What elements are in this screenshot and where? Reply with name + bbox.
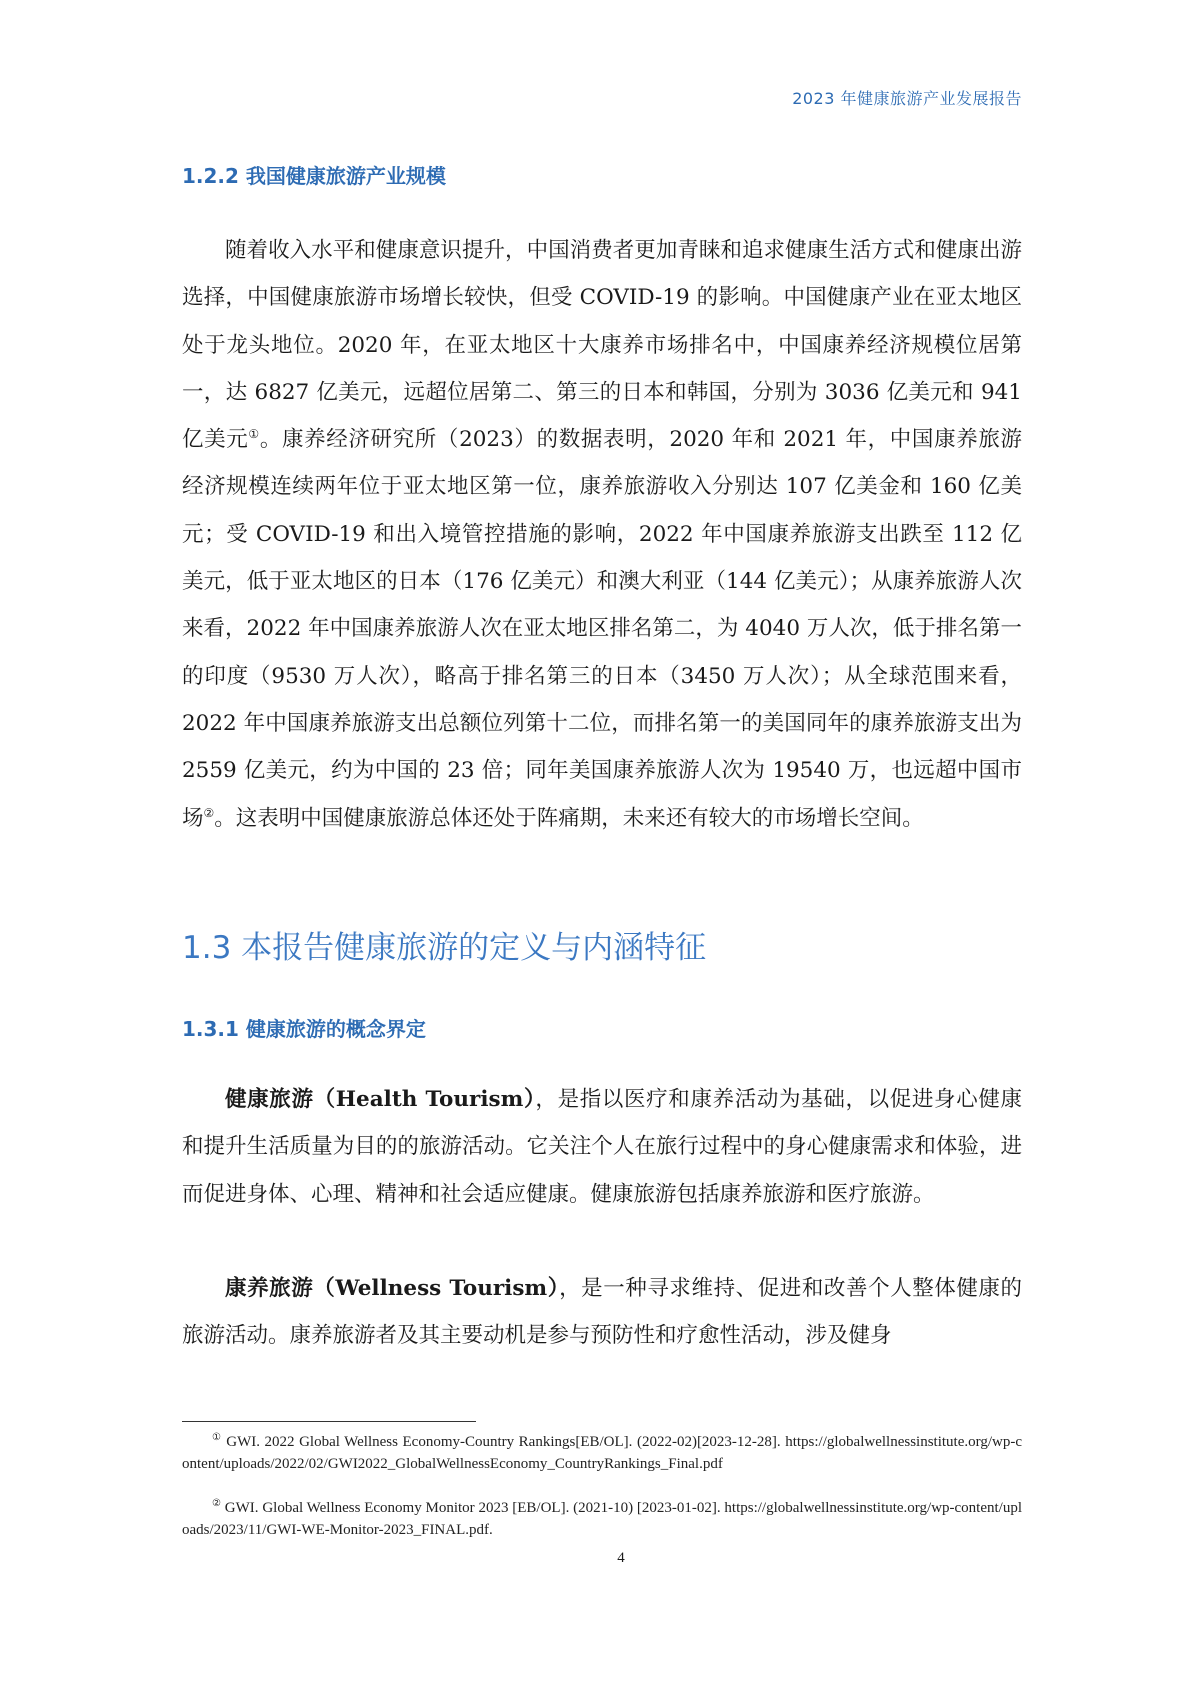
paragraph-industry-scale	[182, 227, 1022, 842]
footnote-text: GWI. Global Wellness Economy Monitor 2023 [EB/OL]. (2021-10) [2023-01-02]. https://globalwellnessinstitute.org/wp-content/uploads/2023/11/GWI-WE-Monitor-2023_FINAL.pdf.	[182, 1500, 1023, 1538]
footnote-ref[interactable]: ①	[248, 427, 260, 442]
footnote-divider	[182, 1421, 476, 1422]
subsection-heading-1-3-1: 1.3.1 健康旅游的概念界定	[182, 1017, 426, 1041]
paragraph-text: ，是指以医疗和康养活动为基础，以促进身心健康和提升生活质量为目的的旅游活动。它关注个人在旅行过程中的身心健康需求和体验，进而促进身体、心理、精神和社会适应健康。健康旅游包括康养旅游和医疗旅游。	[182, 1087, 1022, 1207]
paragraph-health-tourism	[182, 1076, 1022, 1218]
page-number: 4	[617, 1550, 625, 1566]
paragraph-text: 。康养经济研究所（2023）的数据表明，2020 年和 2021 年，中国康养旅游经济规模连续两年位于亚太地区第一位，康养旅游收入分别达 107 亿美金和 160 亿美元；受 COVID-19 和出入境管控措施的影响，2022 年中国康养旅游支出跌至 112 亿美元，低于亚太地区的日本（176 亿美元）和澳大利亚（144 亿美元）；从康养旅游人次来看，2022 年中国康养旅游人次在亚太地区排名第二，为 4040 万人次，低于排名第一的印度（9530 万人次），略高于排名第三的日本（3450 万人次）；从全球范围来看，2022 年中国康养旅游支出总额位列第十二位，而排名第一的美国同年的康养旅游支出为 2559 亿美元，约为中国的 23 倍；同年美国康养旅游人次为 19540 万，也远超中国市场	[182, 427, 1022, 831]
paragraph-wellness-tourism	[182, 1265, 1022, 1360]
paragraph-text: 。这表明中国健康旅游总体还处于阵痛期，未来还有较大的市场增长空间。	[214, 805, 924, 831]
paragraph-text: ，是一种寻求维持、促进和改善个人整体健康的旅游活动。康养旅游者及其主要动机是参与预防性和疗愈性活动，涉及健身	[182, 1276, 1022, 1349]
term-wellness-tourism: 康养旅游（Wellness Tourism）	[225, 1276, 560, 1301]
footnote-1	[182, 1431, 1022, 1475]
footnote-text: GWI. 2022 Global Wellness Economy-Country Rankings[EB/OL]. (2022-02)[2023-12-28]. https://globalwellnessinstitute.org/wp-content/uploads/2022/02/GWI2022_GlobalWellnessEconomy_CountryRankings_Final.pdf	[182, 1434, 1022, 1472]
section-heading-1-3: 1.3 本报告健康旅游的定义与内涵特征	[182, 930, 707, 966]
footnote-mark: ②	[212, 1498, 222, 1509]
footnote-2	[182, 1497, 1022, 1541]
running-header: 2023 年健康旅游产业发展报告	[792, 89, 1022, 108]
footnote-ref[interactable]: ②	[203, 805, 215, 820]
paragraph-text: 随着收入水平和健康意识提升，中国消费者更加青睐和追求健康生活方式和健康出游选择，中国健康旅游市场增长较快，但受 COVID-19 的影响。中国健康产业在亚太地区处于龙头地位。2020 年，在亚太地区十大康养市场排名中，中国康养经济规模位居第一，达 6827 亿美元，远超位居第二、第三的日本和韩国，分别为 3036 亿美元和 941 亿美元	[182, 238, 1022, 453]
term-health-tourism: 健康旅游（Health Tourism）	[225, 1087, 536, 1112]
footnote-mark: ①	[212, 1432, 222, 1443]
subsection-heading-1-2-2: 1.2.2 我国健康旅游产业规模	[182, 164, 446, 188]
